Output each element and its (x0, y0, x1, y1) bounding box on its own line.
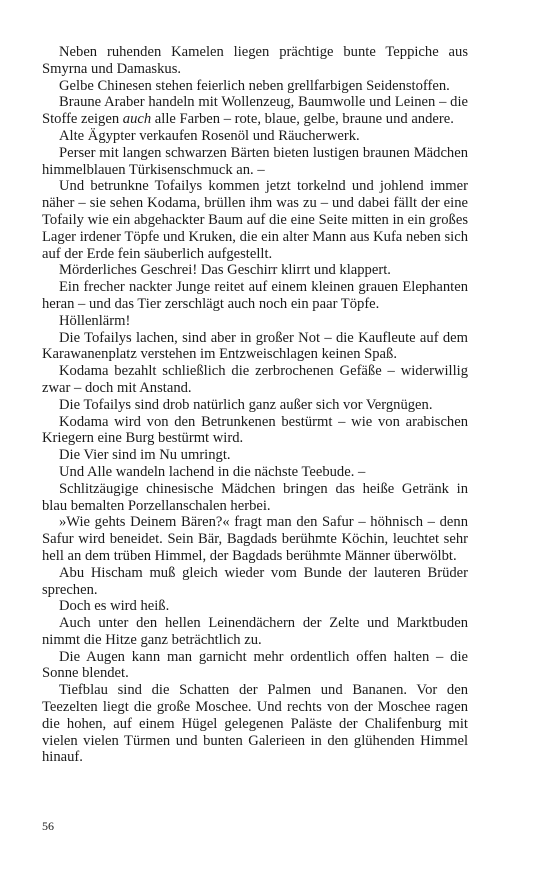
emphasis: auch (122, 111, 152, 128)
text-span: »Wie gehts Deinem Bären?« fragt man den Safur – höhnisch – denn Safur wird beneidet. Sein Bär, Bagdads berühmte Köchin, leuchtet sehr hell an dem trüben Himmel, der Bagdads berühmte Männer überwölbt. (42, 514, 468, 564)
text-span: Die Tofailys sind drob natürlich ganz außer sich vor Vergnügen. (59, 396, 433, 413)
text-span: Abu Hischam muß gleich wieder vom Bunde der lauteren Brüder sprechen. (42, 564, 468, 598)
text-span: Und Alle wandeln lachend in die nächste Teebude. – (59, 463, 366, 480)
text-span: Und betrunkne Tofailys kommen jetzt torkelnd und johlend immer näher – sie sehen Kodama, brüllen ihm was zu – und dabei fällt der eine Tofaily wie ein abgehackter Baum auf die eine Seite mitten in ein großes Lager irdener Töpfe und Kruken, die ein alter Mann aus Kufa neben sich auf der Erde fein säuberlich aufgestellt. (42, 178, 468, 262)
text-span: Alte Ägypter verkaufen Rosenöl und Räucherwerk. (59, 127, 360, 144)
body-text (42, 44, 468, 766)
paragraph (42, 615, 468, 649)
text-span: Schlitzäugige chinesische Mädchen bringen das heiße Getränk in blau bemalten Porzellanschalen herbei. (42, 480, 468, 514)
paragraph (42, 447, 468, 464)
text-span: alle Farben – rote, blaue, gelbe, braune und andere. (151, 111, 454, 128)
paragraph (42, 262, 468, 279)
text-span: Mörderliches Geschrei! Das Geschirr klirrt und klappert. (59, 262, 391, 279)
text-span: Die Tofailys lachen, sind aber in großer Not – die Kaufleute auf dem Karawanenplatz verstehen im Entzweischlagen keinen Spaß. (42, 329, 468, 363)
paragraph (42, 363, 468, 397)
page-number: 56 (42, 819, 54, 833)
text-span: Doch es wird heiß. (59, 598, 170, 615)
text-span: Die Augen kann man garnicht mehr ordentlich offen halten – die Sonne blendet. (42, 648, 468, 682)
text-span: Perser mit langen schwarzen Bärten bieten lustigen braunen Mädchen himmelblauen Türkisenschmuck an. – (42, 144, 468, 178)
paragraph (42, 128, 468, 145)
paragraph (42, 481, 468, 515)
text-span: Kodama wird von den Betrunkenen bestürmt – wie von arabischen Kriegern eine Burg bestürmt wird. (42, 413, 468, 447)
text-span: Tiefblau sind die Schatten der Palmen und Bananen. Vor den Teezelten liegt die große Moschee. Und rechts von der Moschee ragen die hohen, auf einem Hügel gelegenen Paläste der Chalifenburg mit vielen vielen Türmen und bunten Galerieen in den glühenden Himmel hinauf. (42, 682, 468, 766)
paragraph (42, 78, 468, 95)
paragraph (42, 279, 468, 313)
paragraph (42, 414, 468, 448)
paragraph (42, 514, 468, 564)
text-span: Auch unter den hellen Leinendächern der Zelte und Marktbuden nimmt die Hitze ganz beträchtlich zu. (42, 615, 468, 648)
text-span: Gelbe Chinesen stehen feierlich neben grellfarbigen Seidenstoffen. (59, 77, 450, 94)
text-span: Die Vier sind im Nu umringt. (59, 447, 231, 464)
paragraph (42, 330, 468, 364)
text-span: Neben ruhenden Kamelen liegen prächtige bunte Teppiche aus Smyrna und Damaskus. (42, 44, 468, 77)
text-span: Kodama bezahlt schließlich die zerbrochenen Gefäße – widerwillig zwar – doch mit Anstand. (42, 363, 468, 396)
text-span: Braune Araber handeln mit Wollenzeug, Baumwolle und Leinen – die Stoffe zeigen (42, 94, 468, 128)
text-span: Höllenlärm! (59, 312, 131, 329)
paragraph (42, 94, 468, 128)
paragraph (42, 565, 468, 599)
paragraph (42, 313, 468, 330)
paragraph (42, 649, 468, 683)
paragraph (42, 44, 468, 78)
paragraph (42, 178, 468, 262)
paragraph (42, 464, 468, 481)
paragraph (42, 397, 468, 414)
paragraph (42, 598, 468, 615)
paragraph (42, 682, 468, 766)
paragraph (42, 145, 468, 179)
text-span: Ein frecher nackter Junge reitet auf einem kleinen grauen Elephanten heran – und das Tier zerschlägt auch noch ein paar Töpfe. (42, 279, 468, 312)
